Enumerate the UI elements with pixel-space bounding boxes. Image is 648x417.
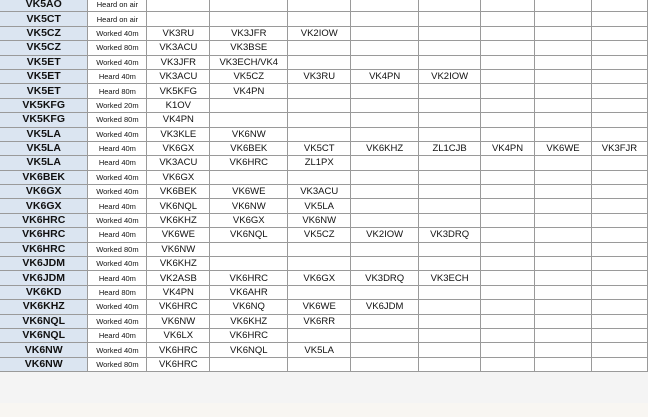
heard-callsign-cell	[419, 343, 481, 357]
callsign-cell: VK5CZ	[0, 26, 88, 40]
heard-callsign-cell	[591, 271, 647, 285]
table-row	[0, 12, 648, 26]
heard-callsign-cell	[481, 300, 535, 314]
heard-callsign-cell: VK6JDM	[351, 300, 419, 314]
table-row	[0, 300, 648, 314]
heard-callsign-cell	[591, 300, 647, 314]
heard-callsign-cell	[351, 185, 419, 199]
table-row	[0, 84, 648, 98]
heard-callsign-cell	[288, 127, 351, 141]
table-row	[0, 98, 648, 112]
heard-callsign-cell	[535, 357, 592, 371]
callsign-cell: VK6JDM	[0, 271, 88, 285]
heard-callsign-cell	[481, 242, 535, 256]
status-cell: Worked 40m	[88, 213, 147, 227]
heard-callsign-cell	[481, 69, 535, 83]
heard-callsign-cell: VK6WE	[210, 185, 288, 199]
heard-callsign-cell	[288, 242, 351, 256]
heard-callsign-cell	[351, 26, 419, 40]
heard-callsign-cell	[210, 170, 288, 184]
heard-callsign-cell: VK6BEK	[147, 185, 210, 199]
heard-callsign-cell	[591, 213, 647, 227]
table-row	[0, 113, 648, 127]
callsign-cell: VK6NW	[0, 343, 88, 357]
heard-callsign-cell	[591, 242, 647, 256]
table-row	[0, 185, 648, 199]
callsign-cell: VK5KFG	[0, 98, 88, 112]
heard-callsign-cell: VK6KHZ	[351, 141, 419, 155]
heard-callsign-cell	[535, 69, 592, 83]
table-row	[0, 55, 648, 69]
heard-callsign-cell: VK4PN	[147, 285, 210, 299]
heard-callsign-cell	[481, 285, 535, 299]
table-row	[0, 170, 648, 184]
table-row	[0, 0, 648, 12]
heard-callsign-cell: VK6HRC	[147, 300, 210, 314]
callsign-cell: VK5ET	[0, 84, 88, 98]
heard-callsign-cell	[535, 257, 592, 271]
heard-callsign-cell	[591, 113, 647, 127]
heard-callsign-cell	[351, 55, 419, 69]
status-cell: Worked 40m	[88, 170, 147, 184]
heard-callsign-cell	[481, 84, 535, 98]
callsign-cell: VK6HRC	[0, 213, 88, 227]
heard-callsign-cell: VK6WE	[288, 300, 351, 314]
heard-callsign-cell: VK6RR	[288, 314, 351, 328]
status-cell: Worked 40m	[88, 26, 147, 40]
heard-callsign-cell	[351, 199, 419, 213]
heard-callsign-cell: VK6WE	[535, 141, 592, 155]
status-cell: Heard 40m	[88, 328, 147, 342]
heard-callsign-cell	[535, 98, 592, 112]
status-cell: Heard 40m	[88, 141, 147, 155]
table-row	[0, 41, 648, 55]
heard-callsign-cell	[419, 257, 481, 271]
callsign-cell: VK5AO	[0, 0, 88, 12]
heard-callsign-cell	[210, 98, 288, 112]
heard-callsign-cell	[419, 26, 481, 40]
heard-callsign-cell	[535, 228, 592, 242]
heard-callsign-cell	[591, 257, 647, 271]
heard-callsign-cell	[535, 185, 592, 199]
heard-callsign-cell	[591, 55, 647, 69]
callsign-cell: VK6NW	[0, 357, 88, 371]
heard-callsign-cell	[535, 156, 592, 170]
heard-callsign-cell: VK6GX	[288, 271, 351, 285]
status-cell: Heard 40m	[88, 271, 147, 285]
heard-callsign-cell	[210, 257, 288, 271]
heard-callsign-cell	[288, 285, 351, 299]
heard-callsign-cell	[419, 156, 481, 170]
heard-callsign-cell	[535, 84, 592, 98]
callsign-cell: VK6HRC	[0, 242, 88, 256]
heard-callsign-cell	[481, 257, 535, 271]
heard-callsign-cell: VK3DRQ	[351, 271, 419, 285]
heard-callsign-cell	[419, 41, 481, 55]
heard-callsign-cell: VK5CZ	[210, 69, 288, 83]
heard-callsign-cell: VK5CT	[288, 141, 351, 155]
status-cell: Heard 80m	[88, 84, 147, 98]
table-row	[0, 242, 648, 256]
heard-callsign-cell	[288, 12, 351, 26]
table-row	[0, 285, 648, 299]
heard-callsign-cell: VK6HRC	[210, 156, 288, 170]
status-cell: Worked 40m	[88, 314, 147, 328]
heard-callsign-cell	[535, 113, 592, 127]
heard-callsign-cell	[481, 55, 535, 69]
status-cell: Heard 80m	[88, 285, 147, 299]
heard-callsign-cell	[351, 285, 419, 299]
heard-callsign-cell	[419, 242, 481, 256]
heard-callsign-cell: VK5LA	[288, 199, 351, 213]
table-row	[0, 199, 648, 213]
status-cell: Worked 40m	[88, 257, 147, 271]
callsign-cell: VK6BEK	[0, 170, 88, 184]
heard-callsign-cell: VK3JFR	[210, 26, 288, 40]
heard-callsign-cell	[210, 357, 288, 371]
heard-callsign-cell	[419, 300, 481, 314]
heard-callsign-cell: VK6KHZ	[147, 213, 210, 227]
heard-callsign-cell	[591, 98, 647, 112]
callsign-cell: VK6KHZ	[0, 300, 88, 314]
heard-callsign-cell	[288, 170, 351, 184]
heard-callsign-cell: ZL1CJB	[419, 141, 481, 155]
heard-callsign-cell	[288, 328, 351, 342]
heard-callsign-cell: VK6NQ	[210, 300, 288, 314]
heard-callsign-cell	[351, 156, 419, 170]
status-cell: Heard 40m	[88, 69, 147, 83]
callsign-cell: VK6GX	[0, 199, 88, 213]
heard-callsign-cell	[591, 84, 647, 98]
callsign-cell: VK5CZ	[0, 41, 88, 55]
heard-callsign-cell	[419, 113, 481, 127]
heard-callsign-cell: VK3JFR	[147, 55, 210, 69]
heard-callsign-cell	[535, 41, 592, 55]
heard-callsign-cell	[535, 170, 592, 184]
heard-callsign-cell	[419, 98, 481, 112]
heard-callsign-cell: ZL1PX	[288, 156, 351, 170]
heard-callsign-cell	[288, 113, 351, 127]
heard-callsign-cell	[481, 357, 535, 371]
heard-callsign-cell	[147, 12, 210, 26]
status-cell: Heard on air	[88, 0, 147, 12]
status-cell: Worked 20m	[88, 98, 147, 112]
heard-callsign-cell	[481, 170, 535, 184]
heard-callsign-cell: VK6GX	[210, 213, 288, 227]
heard-callsign-cell	[210, 0, 288, 12]
heard-callsign-cell: VK6AHR	[210, 285, 288, 299]
heard-callsign-cell	[535, 213, 592, 227]
heard-callsign-cell	[591, 285, 647, 299]
heard-callsign-cell	[419, 12, 481, 26]
status-cell: Worked 40m	[88, 127, 147, 141]
heard-callsign-cell	[591, 170, 647, 184]
status-cell: Worked 80m	[88, 113, 147, 127]
heard-callsign-cell: VK4PN	[210, 84, 288, 98]
heard-callsign-cell: VK3ACU	[147, 41, 210, 55]
callsign-cell: VK6NQL	[0, 328, 88, 342]
heard-callsign-cell	[419, 185, 481, 199]
heard-callsign-cell	[419, 0, 481, 12]
heard-callsign-cell	[535, 328, 592, 342]
heard-callsign-cell	[351, 113, 419, 127]
heard-callsign-cell: VK2IOW	[419, 69, 481, 83]
heard-callsign-cell	[535, 12, 592, 26]
heard-callsign-cell	[535, 55, 592, 69]
heard-callsign-cell	[591, 199, 647, 213]
heard-callsign-cell: VK4PN	[147, 113, 210, 127]
heard-callsign-cell	[210, 12, 288, 26]
heard-callsign-cell	[591, 228, 647, 242]
heard-callsign-cell	[591, 127, 647, 141]
heard-callsign-cell	[419, 170, 481, 184]
heard-callsign-cell	[535, 0, 592, 12]
heard-callsign-cell	[535, 285, 592, 299]
heard-callsign-cell: VK6NQL	[210, 343, 288, 357]
heard-callsign-cell	[351, 257, 419, 271]
heard-callsign-cell	[419, 84, 481, 98]
heard-callsign-cell	[535, 199, 592, 213]
heard-callsign-cell	[419, 199, 481, 213]
status-cell: Worked 40m	[88, 55, 147, 69]
heard-callsign-cell: VK3KLE	[147, 127, 210, 141]
heard-callsign-cell: VK5CZ	[288, 228, 351, 242]
heard-callsign-cell	[481, 185, 535, 199]
heard-callsign-cell	[419, 285, 481, 299]
callsign-cell: VK6JDM	[0, 257, 88, 271]
heard-callsign-cell	[481, 213, 535, 227]
heard-callsign-cell: VK6GX	[147, 170, 210, 184]
table-row	[0, 127, 648, 141]
heard-callsign-cell	[419, 55, 481, 69]
heard-callsign-cell: VK4PN	[351, 69, 419, 83]
heard-callsign-cell	[481, 199, 535, 213]
heard-callsign-cell	[288, 98, 351, 112]
heard-callsign-cell: VK2ASB	[147, 271, 210, 285]
heard-callsign-cell	[591, 185, 647, 199]
heard-callsign-cell	[481, 314, 535, 328]
table-row	[0, 156, 648, 170]
heard-callsign-cell: VK4PN	[481, 141, 535, 155]
heard-callsign-cell	[147, 0, 210, 12]
heard-callsign-cell	[591, 26, 647, 40]
heard-callsign-cell	[419, 127, 481, 141]
status-cell: Heard 40m	[88, 228, 147, 242]
heard-callsign-cell	[535, 343, 592, 357]
heard-callsign-cell	[288, 84, 351, 98]
heard-callsign-cell	[351, 343, 419, 357]
callsign-cell: VK5KFG	[0, 113, 88, 127]
heard-callsign-cell	[351, 12, 419, 26]
heard-callsign-cell	[591, 69, 647, 83]
heard-callsign-cell: VK3BSE	[210, 41, 288, 55]
heard-callsign-cell	[288, 0, 351, 12]
heard-callsign-cell	[351, 170, 419, 184]
heard-callsign-cell	[351, 127, 419, 141]
heard-callsign-cell	[351, 98, 419, 112]
callsign-cell: VK5ET	[0, 69, 88, 83]
heard-callsign-cell: VK3ACU	[147, 156, 210, 170]
table-row	[0, 357, 648, 371]
heard-callsign-cell	[481, 228, 535, 242]
heard-callsign-cell	[481, 0, 535, 12]
callsign-cell: VK5LA	[0, 127, 88, 141]
heard-callsign-cell	[481, 26, 535, 40]
heard-callsign-cell	[481, 41, 535, 55]
heard-callsign-cell	[210, 242, 288, 256]
heard-callsign-cell	[481, 328, 535, 342]
heard-callsign-cell: VK6LX	[147, 328, 210, 342]
heard-callsign-cell: VK3DRQ	[419, 228, 481, 242]
heard-callsign-cell	[535, 300, 592, 314]
heard-callsign-cell	[591, 314, 647, 328]
heard-callsign-cell	[481, 98, 535, 112]
heard-callsign-cell: VK6GX	[147, 141, 210, 155]
status-cell: Worked 80m	[88, 41, 147, 55]
status-cell: Worked 40m	[88, 300, 147, 314]
status-cell: Heard 40m	[88, 156, 147, 170]
callsign-cell: VK6HRC	[0, 228, 88, 242]
status-cell: Worked 80m	[88, 357, 147, 371]
heard-callsign-cell: VK3ACU	[147, 69, 210, 83]
status-cell: Worked 80m	[88, 242, 147, 256]
callsign-cell: VK5LA	[0, 156, 88, 170]
heard-callsign-cell: VK6NW	[288, 213, 351, 227]
heard-callsign-cell: VK6NQL	[147, 199, 210, 213]
status-cell: Heard on air	[88, 12, 147, 26]
table-row	[0, 26, 648, 40]
callsign-cell: VK6GX	[0, 185, 88, 199]
table-row	[0, 69, 648, 83]
heard-callsign-cell: VK6BEK	[210, 141, 288, 155]
heard-callsign-cell	[288, 41, 351, 55]
heard-callsign-cell: VK6NW	[147, 314, 210, 328]
heard-callsign-cell: VK2IOW	[351, 228, 419, 242]
heard-callsign-cell	[591, 328, 647, 342]
heard-callsign-cell	[591, 41, 647, 55]
heard-callsign-cell	[535, 242, 592, 256]
heard-callsign-cell: VK3ECH	[419, 271, 481, 285]
heard-callsign-cell	[419, 213, 481, 227]
table-row	[0, 314, 648, 328]
heard-callsign-cell	[591, 0, 647, 12]
heard-callsign-cell: VK3RU	[147, 26, 210, 40]
heard-callsign-cell: VK6NW	[210, 199, 288, 213]
heard-callsign-cell: VK6NW	[147, 242, 210, 256]
heard-callsign-cell	[591, 156, 647, 170]
heard-callsign-cell: VK2IOW	[288, 26, 351, 40]
heard-callsign-cell	[351, 314, 419, 328]
heard-callsign-cell	[288, 357, 351, 371]
heard-callsign-cell: VK6KHZ	[210, 314, 288, 328]
heard-callsign-cell: K1OV	[147, 98, 210, 112]
callsign-cell: VK6NQL	[0, 314, 88, 328]
heard-callsign-cell	[351, 242, 419, 256]
heard-callsign-cell	[591, 357, 647, 371]
heard-callsign-cell: VK5LA	[288, 343, 351, 357]
callsign-cell: VK5ET	[0, 55, 88, 69]
heard-callsign-cell: VK3RU	[288, 69, 351, 83]
heard-callsign-cell	[351, 357, 419, 371]
table-row	[0, 228, 648, 242]
heard-callsign-cell	[591, 12, 647, 26]
page-edge	[0, 403, 648, 417]
heard-callsign-cell: VK6HRC	[147, 343, 210, 357]
status-cell: Heard 40m	[88, 199, 147, 213]
heard-callsign-cell	[481, 271, 535, 285]
table-row	[0, 343, 648, 357]
heard-callsign-cell	[535, 26, 592, 40]
table-row	[0, 271, 648, 285]
table-row	[0, 257, 648, 271]
callsign-cell: VK5LA	[0, 141, 88, 155]
heard-callsign-cell	[351, 41, 419, 55]
table-row	[0, 328, 648, 342]
heard-callsign-cell	[481, 12, 535, 26]
heard-callsign-cell	[419, 328, 481, 342]
callsign-cell: VK5CT	[0, 12, 88, 26]
heard-callsign-cell	[419, 357, 481, 371]
heard-callsign-cell: VK6HRC	[210, 271, 288, 285]
heard-callsign-cell	[481, 113, 535, 127]
status-cell: Worked 40m	[88, 343, 147, 357]
heard-callsign-cell: VK6HRC	[210, 328, 288, 342]
heard-callsign-cell: VK6WE	[147, 228, 210, 242]
heard-callsign-cell: VK3ACU	[288, 185, 351, 199]
heard-callsign-cell	[591, 343, 647, 357]
heard-callsign-cell	[481, 127, 535, 141]
heard-callsign-cell	[351, 328, 419, 342]
heard-callsign-cell: VK6HRC	[147, 357, 210, 371]
heard-callsign-cell: VK3FJR	[591, 141, 647, 155]
heard-callsign-cell	[288, 55, 351, 69]
heard-callsign-cell	[351, 84, 419, 98]
table-row	[0, 213, 648, 227]
heard-callsign-cell	[351, 0, 419, 12]
heard-callsign-cell	[210, 113, 288, 127]
heard-callsign-cell	[535, 127, 592, 141]
heard-callsign-cell: VK6NQL	[210, 228, 288, 242]
heard-callsign-cell: VK5KFG	[147, 84, 210, 98]
heard-callsign-cell	[288, 257, 351, 271]
heard-callsign-cell	[351, 213, 419, 227]
heard-callsign-cell	[481, 156, 535, 170]
heard-callsign-cell: VK6KHZ	[147, 257, 210, 271]
heard-callsign-cell	[419, 314, 481, 328]
heard-callsign-cell: VK6NW	[210, 127, 288, 141]
table-row	[0, 141, 648, 155]
status-cell: Worked 40m	[88, 185, 147, 199]
heard-callsign-cell	[481, 343, 535, 357]
heard-callsign-cell	[535, 314, 592, 328]
heard-callsign-cell: VK3ECH/VK4	[210, 55, 288, 69]
heard-callsign-cell	[535, 271, 592, 285]
callsign-cell: VK6KD	[0, 285, 88, 299]
